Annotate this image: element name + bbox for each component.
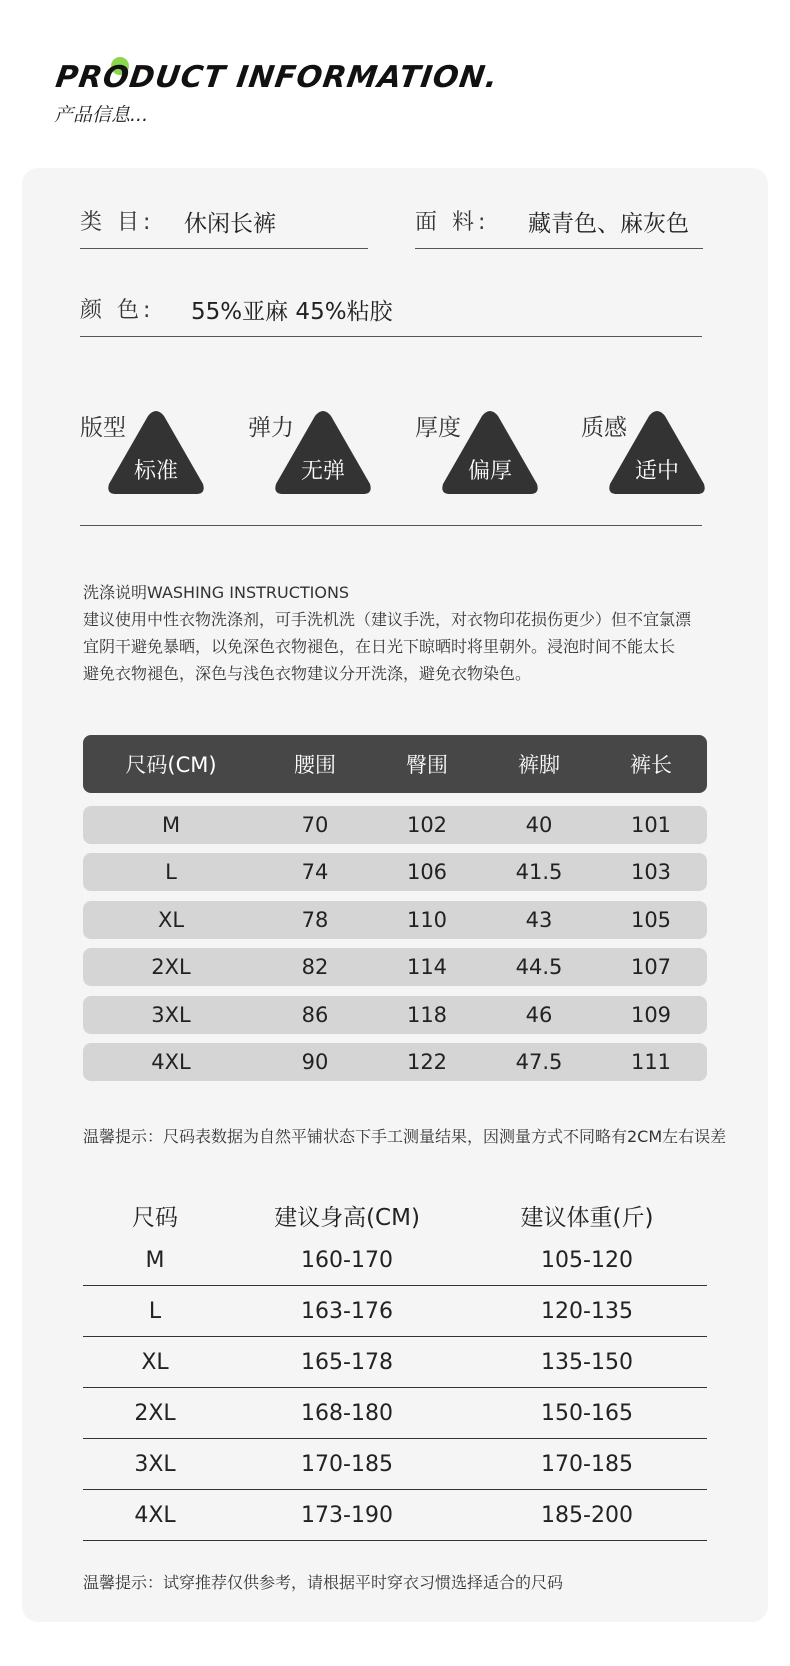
cell-leg-opening: 40	[525, 813, 553, 837]
header-size: 尺码(CM)	[125, 753, 217, 777]
cell-hip: 102	[406, 813, 448, 837]
cell-size: M	[161, 813, 181, 837]
cell-hip: 106	[406, 860, 448, 884]
size-table-note: 温馨提示：尺码表数据为自然平铺状态下手工测量结果，因测量方式不同略有2CM左右误差	[83, 1127, 727, 1146]
table-row	[83, 806, 707, 844]
cell-weight: 105-120	[541, 1247, 633, 1273]
cell-size: L	[148, 1298, 162, 1324]
cell-length: 111	[630, 1050, 672, 1074]
cell-height: 163-176	[301, 1298, 393, 1324]
cell-weight: 150-165	[541, 1400, 633, 1426]
cell-size: 3XL	[151, 1003, 191, 1027]
cell-length: 107	[630, 955, 672, 979]
table-row	[83, 901, 707, 939]
table-row	[83, 1043, 707, 1081]
cell-size: XL	[157, 908, 185, 932]
page-title: PRODUCT INFORMATION.	[53, 60, 501, 95]
table-row	[83, 1286, 707, 1337]
category-label: 类 目:	[80, 210, 155, 235]
washing-title: 洗涤说明WASHING INSTRUCTIONS	[83, 583, 350, 602]
cell-height: 160-170	[301, 1247, 393, 1273]
cell-leg-opening: 41.5	[515, 860, 563, 884]
table-row	[83, 1490, 707, 1541]
fit-label: 版型	[80, 415, 126, 441]
cell-height: 173-190	[301, 1502, 393, 1528]
cell-weight: 170-185	[541, 1451, 633, 1477]
fit-badge	[106, 408, 206, 496]
divider	[80, 248, 368, 249]
cell-hip: 114	[406, 955, 448, 979]
color-label: 颜 色:	[80, 298, 155, 323]
page-subtitle: 产品信息...	[54, 104, 149, 126]
cell-hip: 122	[406, 1050, 448, 1074]
table-row	[83, 1439, 707, 1490]
cell-length: 109	[630, 1003, 672, 1027]
table-row	[83, 853, 707, 891]
cell-waist: 70	[301, 813, 329, 837]
cell-waist: 82	[301, 955, 329, 979]
size-table-header	[83, 735, 707, 793]
fabric-label: 面 料:	[415, 210, 490, 235]
elasticity-value: 无弹	[300, 459, 345, 484]
cell-size: M	[145, 1247, 165, 1273]
elasticity-badge	[273, 408, 373, 496]
divider	[80, 336, 702, 337]
texture-label: 质感	[581, 415, 627, 441]
cell-waist: 74	[301, 860, 329, 884]
header-height: 建议身高(CM)	[274, 1204, 420, 1231]
texture-badge	[607, 408, 707, 496]
cell-size: 2XL	[151, 955, 191, 979]
cell-waist: 78	[301, 908, 329, 932]
cell-height: 165-178	[301, 1349, 393, 1375]
cell-waist: 86	[301, 1003, 329, 1027]
cell-leg-opening: 46	[525, 1003, 553, 1027]
category-value: 休闲长裤	[184, 211, 276, 237]
table-row	[83, 996, 707, 1034]
header-length: 裤长	[630, 753, 672, 777]
cell-weight: 120-135	[541, 1298, 633, 1324]
table-row	[83, 948, 707, 986]
texture-value: 适中	[634, 459, 679, 484]
table-row	[83, 1337, 707, 1388]
cell-size: 2XL	[134, 1400, 176, 1426]
cell-waist: 90	[301, 1050, 329, 1074]
cell-leg-opening: 44.5	[515, 955, 563, 979]
elasticity-label: 弹力	[248, 415, 294, 441]
header-weight: 建议体重(斤)	[520, 1204, 654, 1231]
cell-hip: 110	[406, 908, 448, 932]
header-leg-opening: 裤脚	[518, 753, 560, 777]
cell-hip: 118	[406, 1003, 448, 1027]
header-hip: 臀围	[406, 753, 448, 777]
cell-weight: 135-150	[541, 1349, 633, 1375]
recommend-table-header	[83, 1195, 707, 1235]
cell-weight: 185-200	[541, 1502, 633, 1528]
table-row	[83, 1235, 707, 1286]
cell-size: 4XL	[151, 1050, 191, 1074]
washing-line: 建议使用中性衣物洗涤剂，可手洗机洗（建议手洗，对衣物印花损伤更少）但不宜氯漂	[83, 610, 692, 629]
thickness-badge	[440, 408, 540, 496]
washing-line: 宜阴干避免暴晒，以免深色衣物褪色，在日光下晾晒时将里朝外。浸泡时间不能太长	[83, 637, 676, 656]
divider	[80, 525, 702, 526]
washing-line: 避免衣物褪色，深色与浅色衣物建议分开洗涤，避免衣物染色。	[83, 664, 532, 683]
cell-leg-opening: 43	[525, 908, 553, 932]
cell-leg-opening: 47.5	[515, 1050, 563, 1074]
cell-length: 101	[630, 813, 672, 837]
color-value: 55%亚麻 45%粘胶	[191, 299, 393, 325]
thickness-value: 偏厚	[467, 459, 512, 484]
cell-size: XL	[141, 1349, 169, 1375]
fabric-value: 藏青色、麻灰色	[528, 211, 689, 237]
cell-length: 105	[630, 908, 672, 932]
header-size: 尺码	[132, 1204, 178, 1231]
table-row	[83, 1388, 707, 1439]
cell-length: 103	[630, 860, 672, 884]
cell-height: 170-185	[301, 1451, 393, 1477]
cell-size: 4XL	[134, 1502, 176, 1528]
cell-size: L	[165, 860, 177, 884]
cell-size: 3XL	[134, 1451, 176, 1477]
header-waist: 腰围	[294, 753, 336, 777]
divider	[415, 248, 703, 249]
recommend-table-note: 温馨提示：试穿推荐仅供参考，请根据平时穿衣习惯选择适合的尺码	[83, 1573, 564, 1592]
fit-value: 标准	[133, 459, 178, 484]
thickness-label: 厚度	[415, 415, 461, 441]
cell-height: 168-180	[301, 1400, 393, 1426]
